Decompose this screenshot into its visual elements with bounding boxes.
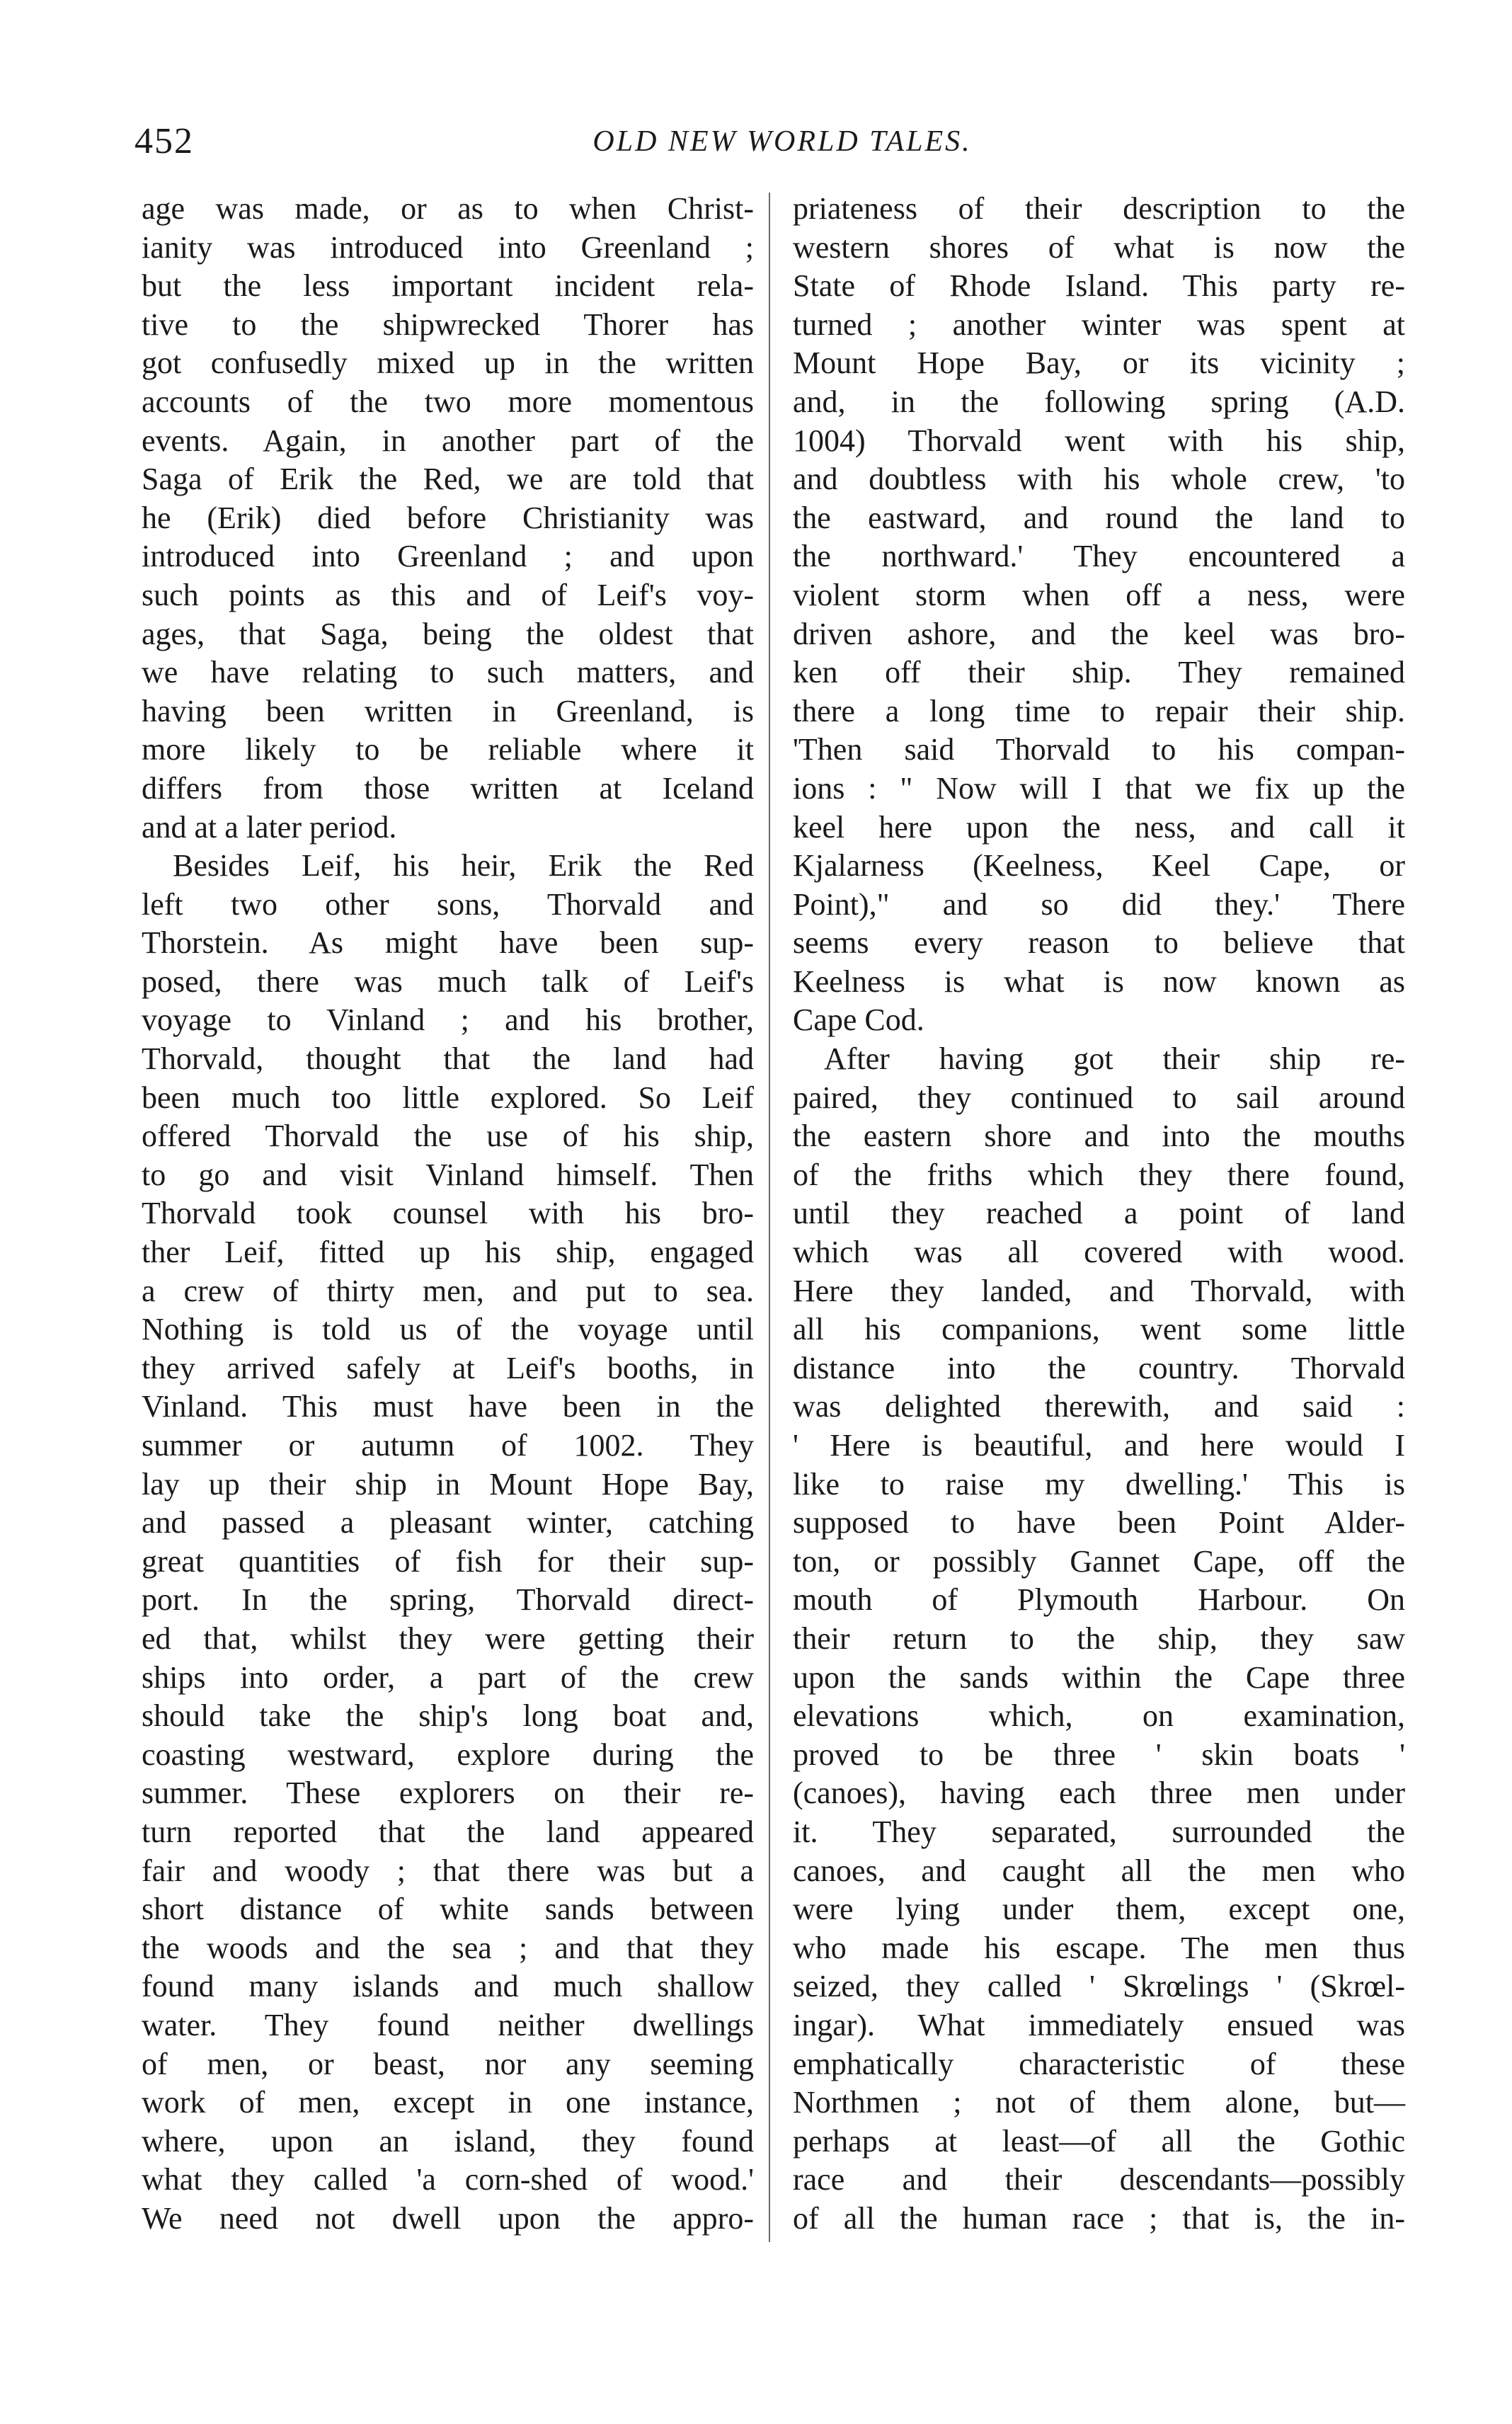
text-line: been much too little explored. So Leif [142,1080,754,1115]
text-line: western shores of what is now the [793,229,1405,265]
text-line: race and their descendants—possibly [793,2162,1405,2197]
text-line: mouth of Plymouth Harbour. On [793,1582,1405,1618]
text-line: introduced into Greenland ; and upon [142,539,754,574]
text-line: ingar). What immediately ensued was [793,2007,1405,2042]
text-line: more likely to be reliable where it [142,732,754,767]
text-line: age was made, or as to when Christ- [142,191,754,226]
text-line: all his companions, went some little [793,1312,1405,1347]
text-line: perhaps at least—of all the Gothic [793,2123,1405,2159]
text-line: seized, they called ' Skrœlings ' (Skrœl- [793,1969,1405,2004]
text-line: turn reported that the land appeared [142,1814,754,1849]
text-line: and passed a pleasant winter, catching [142,1505,754,1540]
text-line: turned ; another winter was spent at [793,307,1405,342]
text-line: Mount Hope Bay, or its vicinity ; [793,345,1405,381]
text-line: left two other sons, Thorvald and [142,886,754,922]
text-line: summer or autumn of 1002. They [142,1428,754,1463]
text-line: accounts of the two more momentous [142,384,754,419]
text-line: paired, they continued to sail around [793,1080,1405,1115]
text-line: Northmen ; not of them alone, but— [793,2085,1405,2120]
page-header [134,113,1430,170]
text-line: Kjalarness (Keelness, Keel Cape, or [793,848,1405,884]
text-line: and at a later period. [142,809,397,845]
text-line: voyage to Vinland ; and his brother, [142,1002,754,1038]
text-line: port. In the spring, Thorvald direct- [142,1582,754,1618]
text-line: upon the sands within the Cape three [793,1659,1405,1695]
text-line: ed that, whilst they were getting their [142,1620,754,1656]
text-line: water. They found neither dwellings [142,2007,754,2042]
text-line: canoes, and caught all the men who [793,1853,1405,1888]
text-line: it. They separated, surrounded the [793,1814,1405,1849]
text-line: like to raise my dwelling.' This is [793,1466,1405,1502]
text-line: violent storm when off a ness, were [793,577,1405,612]
text-line: proved to be three ' skin boats ' [793,1737,1405,1772]
text-line: keel here upon the ness, and call it [793,809,1405,845]
text-line: but the less important incident rela- [142,268,754,304]
text-line: events. Again, in another part of the [142,423,754,458]
text-line: were lying under them, except one, [793,1892,1405,1927]
text-line: emphatically characteristic of these [793,2046,1405,2081]
text-line: Besides Leif, his heir, Erik the Red [173,848,754,884]
text-line: short distance of white sands between [142,1892,754,1927]
text-line: great quantities of fish for their sup- [142,1543,754,1579]
text-line: and, in the following spring (A.D. [793,384,1405,419]
text-line: elevations which, on examination, [793,1698,1405,1734]
text-line: they arrived safely at Leif's booths, in [142,1350,754,1385]
text-line: we have relating to such matters, and [142,655,754,690]
text-line: lay up their ship in Mount Hope Bay, [142,1466,754,1502]
text-line: Keelness is what is now known as [793,964,1405,999]
text-line: of men, or beast, nor any seeming [142,2046,754,2081]
text-line: to go and visit Vinland himself. Then [142,1157,754,1192]
text-line: (canoes), having each three men under [793,1776,1405,1811]
text-line: there a long time to repair their ship. [793,693,1405,728]
text-line: who made his escape. The men thus [793,1930,1405,1965]
text-line: 1004) Thorvald went with his ship, [793,423,1405,458]
text-line: distance into the country. Thorvald [793,1350,1405,1385]
text-line: priateness of their description to the [793,191,1405,226]
text-line: until they reached a point of land [793,1196,1405,1231]
text-line: ther Leif, fitted up his ship, engaged [142,1235,754,1270]
text-line: found many islands and much shallow [142,1969,754,2004]
text-line: and doubtless with his whole crew, 'to [793,462,1405,497]
text-line: what they called 'a corn-shed of wood.' [142,2162,754,2197]
text-line: of all the human race ; that is, the in- [793,2200,1405,2236]
text-line: Thorvald, thought that the land had [142,1041,754,1077]
text-line: supposed to have been Point Alder- [793,1505,1405,1540]
text-line: Point)," and so did they.' There [793,886,1405,922]
right-column [793,190,1405,2238]
text-line: summer. These explorers on their re- [142,1776,754,1811]
text-line: differs from those written at Iceland [142,770,754,806]
text-line: the eastern shore and into the mouths [793,1119,1405,1154]
left-column [142,190,754,2238]
text-line: ton, or possibly Gannet Cape, off the [793,1543,1405,1579]
text-line: seems every reason to believe that [793,925,1405,961]
text-line: the eastward, and round the land to [793,500,1405,535]
text-line: Saga of Erik the Red, we are told that [142,462,754,497]
text-line: got confusedly mixed up in the written [142,345,754,381]
text-line: ken off their ship. They remained [793,655,1405,690]
text-line: the northward.' They encountered a [793,539,1405,574]
text-line: After having got their ship re- [824,1041,1405,1077]
text-line: driven ashore, and the keel was bro- [793,616,1405,651]
text-line: ions : " Now will I that we fix up the [793,770,1405,806]
text-line: Thorvald took counsel with his bro- [142,1196,754,1231]
text-line: Cape Cod. [793,1002,924,1038]
page-number: 452 [134,121,194,161]
text-line: State of Rhode Island. This party re- [793,268,1405,304]
text-line: fair and woody ; that there was but a [142,1853,754,1888]
text-line: offered Thorvald the use of his ship, [142,1119,754,1154]
text-line: Here they landed, and Thorvald, with [793,1273,1405,1308]
text-line: work of men, except in one instance, [142,2085,754,2120]
text-line: Nothing is told us of the voyage until [142,1312,754,1347]
text-line: coasting westward, explore during the [142,1737,754,1772]
text-line: ianity was introduced into Greenland ; [142,229,754,265]
text-line: of the friths which they there found, [793,1157,1405,1192]
text-line: We need not dwell upon the appro- [142,2200,754,2236]
text-line: such points as this and of Leif's voy- [142,577,754,612]
text-line: posed, there was much talk of Leif's [142,964,754,999]
text-line: their return to the ship, they saw [793,1620,1405,1656]
text-line: 'Then said Thorvald to his compan- [793,732,1405,767]
text-line: ships into order, a part of the crew [142,1659,754,1695]
text-line: tive to the shipwrecked Thorer has [142,307,754,342]
text-line: a crew of thirty men, and put to sea. [142,1273,754,1308]
text-line: was delighted therewith, and said : [793,1389,1405,1424]
text-line: having been written in Greenland, is [142,693,754,728]
text-line: the woods and the sea ; and that they [142,1930,754,1965]
running-title: OLD NEW WORLD TALES. [592,125,972,158]
text-line: ages, that Saga, being the oldest that [142,616,754,651]
text-line: ' Here is beautiful, and here would I [793,1428,1405,1463]
text-line: where, upon an island, they found [142,2123,754,2159]
text-line: which was all covered with wood. [793,1235,1405,1270]
text-line: should take the ship's long boat and, [142,1698,754,1734]
column-divider [769,193,770,2242]
text-line: he (Erik) died before Christianity was [142,500,754,535]
text-line: Thorstein. As might have been sup- [142,925,754,961]
text-line: Vinland. This must have been in the [142,1389,754,1424]
